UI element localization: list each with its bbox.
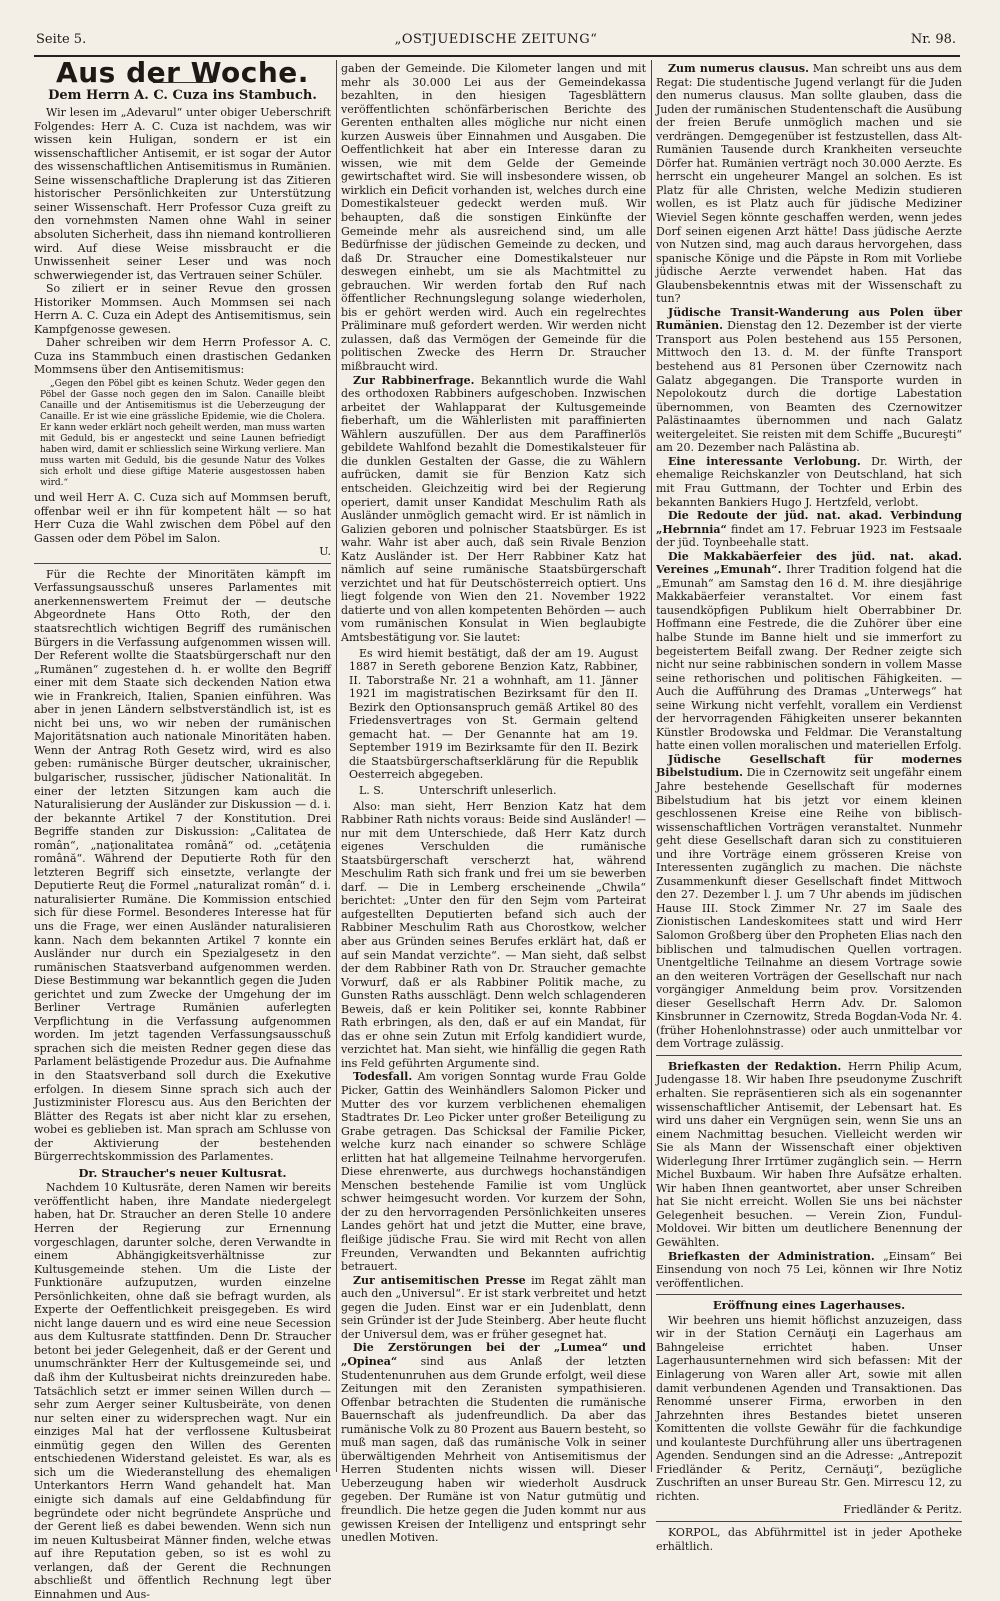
article-paragraph: Für die Rechte der Minoritäten kämpft im Verfassungsausschuß unseres Parlamentes mit anerkennenswertem Freimut der — deutsche Abgeordnete Hans Otto Roth, der den staatsrechtlich wichtigen Begriff des rumänischen Bürgers in die Verfassung aufgenommen wissen will. Der Referent wollte die Staatsbürgerschaft nur den „Rumänen“ zugestehen d. h. er wollte den Begriff einer mit dem Staate sich deckenden Nation etwa wie in Frankreich, Italien, Spanien einführen. Was aber in jenen Ländern selbstverständlich ist, ist es nicht bei uns, wo wir neben der rumänischen Majoritätsnation auch nationale Minoritäten haben. Wenn der Antrag Roth Gesetz wird, wird es also geben: rumänische Bürger deutscher, ukrainischer, bulgarischer, russischer, jüdischer Nationalität. In einer der letzten Sitzungen kam auch die Naturalisierung der Ausländer zur Diskussion — d. i. der bekannte Artikel 7 der Konstitution. Drei Begriffe standen zur Diskussion: „Calitatea de român“, „naţionalitatea română“ od. „cetăţenia română“. Während der Deputierte Roth für den letzteren Begriff sich einsetzte, verlangte der Deputierte Reuţ die Formel „naturalizat român“ d. i. naturalisierter Rumäne. Die Kommission entschied sich für diese Formel. Besonderes Interesse hat für uns die Frage, wer einen Ausländer naturalisieren kann. Nach dem bekannten Artikel 7 konnte ein Ausländer nur durch ein Spezialgesetz in den rumänischen Staatsverband aufgenommen werden. Diese Bestimmung war bekanntlich gegen die Juden gerichtet und zum Zwecke der Umgehung der im Berliner Vertrage Rumänien auferlegten Verpflichtung in die Verfassung aufgenommen worden. Im jetzt tagenden Verfassungsausschuß sprachen sich die meisten Redner gegen diese das Parlament belästigende Prozedur aus. Die Aufnahme in den Staatsverband soll durch die Exekutive erfolgen. In diesem Sinne sprach sich auch der Justizminister Florescu aus. Aus den Berichten der Blätter des Regats ist aber nicht klar zu ersehen, wobei es geblieben ist. Man sprach am Schlusse von der Aktivierung der bestehenden Bürgerrechtskommission des Parlamentes. [34,567,331,1164]
newspaper-name: „OSTJUEDISCHE ZEITUNG“ [394,32,598,47]
article-paragraph: und weil Herr A. C. Cuza sich auf Mommsen beruft, offenbar weil er ihn für kompetent hält — so hat Herr Cuza die Wahl zwischen dem Pöbel auf den Gassen oder dem Pöbel im Salon. [34,491,331,545]
seal-mark: L. S. [359,783,384,797]
article-paragraph: sind aus Anlaß der letzten Studentenunruhen aus dem Grunde erfolgt, weil diese Zeitungen mit den Zeranisten sympathisieren. Offenbar betrachten die Studenten die rumänische Bauernschaft als judenfreundlich. Da aber das rumänische Volk zu 80 Prozent aus Bauern besteht, so muß man sagen, daß das rumänische Volk in seiner überwältigenden Mehrheit von Antisemitismus der Herren Studenten nichts wissen will. Dieser Ueberzeugung haben wir wiederholt Ausdruck gegeben. Der Rumäne ist von Natur gutmütig und freundlich. Die hetze gegen die Juden kommt nur aus gewissen Kreisen der Intelligenz und entspringt sehr unedlen Motiven. [341,1354,646,1545]
article-title: Die Zerstörungen bei der „Lumea“ und „Opinea“ [341,1341,646,1368]
issue-number: Nr. 98. [910,32,956,47]
article-paragraph: Die in Czernowitz seit ungefähr einem Jahre bestehende Gesellschaft für modernes Bibelstudium hat bis jetzt vor einem kleinen geschlossenen Kreise eine Reihe von biblisch-wissenschaftlichen Vorträgen veranstaltet. Nunmehr geht diese Gesellschaft daran sich zu constituieren und ihre Vorträge einem grösseren Kreise von Interessenten zugänglich zu machen. Die nächste Zusammenkunft dieser Gesellschaft findet Mittwoch den 27. Dezember l. J. um 7 Uhr abends im jüdischen Hause III. Stock Zimmer Nr. 27 im Saale des Zionistischen Landeskomitees statt und wird Herr Salomon Großberg über den Propheten Elias nach den biblischen und talmudischen Quellen vortragen. Unentgeltliche Teilnahme an diesem Vortrage sowie an den weiteren Vorträgen der Gesellschaft nur nach vorgängiger Anmeldung beim prov. Vorsitzenden dieser Gesellschaft Herrn Adv. Dr. Salomon Kinsbrunner in Czernowitz, Streda Bogdan-Voda Nr. 4. (früher Hohenlohnstrasse) oder auch unmittelbar vor dem Vortrage zulässig. [656,766,962,1051]
article-title: Die Makkabäerfeier des jüd. nat. akad. Vereines „Emunah“. [656,549,962,577]
article-paragraph: Daher schreiben wir dem Herrn Professor A. C. Cuza ins Stammbuch einen drastischen Gedanken Mommsens über den Antisemitismus: [34,336,331,377]
article-paragraph: Also: man sieht, Herr Benzion Katz hat dem Rabbiner Rath nichts voraus: Beide sind Ausländer! — nur mit dem Unterschiede, daß Herr Katz durch eigenes Verschulden die rumänische Staatsbürgerschaft verscherzt hat, während Meschulim Rath sich frank und frei um sie bewerben darf. — Die in Lemberg erscheinende „Chwila“ berichtet: „Unter den für den Sejm vom Parteirat aufgestellten Deputierten befand sich auch der Rabbiner Meschulim Rath aus Chorostkow, welcher aber aus Gründen seines Berufes erklärt hat, daß er auf sein Mandat verzichte“. — Man sieht, daß selbst der dem Rabbiner Rath von Dr. Straucher gemachte Vorwurf, daß er als Rabbiner Politik mache, zu Gunsten Raths ausschlägt. Denn welch schlagenderen Beweis, daß er kein Politiker sei, konnte Rabbiner Rath erbringen, als den, daß er auf ein Mandat, für das er ohne sein Zutun mit Erfolg kandidiert wurde, verzichtet hat. Man sieht, wie hinfällig die gegen Rath ins Feld geführten Argumente sind. [341,799,646,1070]
article-paragraph: Bekanntlich wurde die Wahl des orthodoxen Rabbiners aufgeschoben. Inzwischen arbeitet der Wahlapparat der Kultusgemeinde fieberhaft, um die Wählerlisten mit paraffinierten Wählern auszufüllen. Der aus dem Paraffinerlös gebildete Wahlfond bezahlt die Domestikalsteuer für die dunklen Gestalten der Gasse, die zu Wählern aufrücken, damit sie für Benzion Katz sich entscheiden. Gleichzeitig wird bei der Regierung operiert, damit unser Kandidat Meschulim Rath als Ausländer unmöglich gemacht wird. Er ist nämlich in Galizien geboren und polnischer Staatsbürger. Es ist wahr. Wahr ist aber auch, daß sein Rivale Benzion Katz Ausländer ist. Der Herr Rabbiner Katz hat nämlich auf seine rumänische Staatsbürgerschaft verzichtet und hat für Deutschösterreich optiert. Uns liegt folgende von Wien den 21. November 1922 datierte und von allen kompetenten Behörden — auch vom rumänischen Konsulat in Wien beglaubigte Amtsbestätigung vor. Sie lautet: [341,373,647,644]
column-1 [34,56,331,1601]
column-divider [336,60,337,1472]
article-paragraph: Herrn Philip Acum, Judengasse 18. Wir haben Ihre pseudonyme Zuschrift erhalten. Sie repräsentieren sich als ein sogenannter wissenschaftlicher Antisemit, der Lebensart hat. Es wird uns daher ein Vergnügen sein, wenn Sie uns an einem Nachmittag besuchen. Vielleicht werden wir Sie als Mann der Wissenschaft einer objektiven Widerlegung Ihrer Irrtümer zugänglich sein. — Herrn Michel Buxbaum. Wir haben Ihre Aufsätze erhalten. Wir haben Ihnen geantwortet, aber unser Schreiben hat Sie nicht erreicht. Wollen Sie uns bei nächster Gelegenheit besuchen. — Verein Zion, Fundul-Moldovei. Wir bitten um deutlichere Benennung der Gewählten. [656,1059,963,1250]
article-paragraph: Dr. Wirth, der ehemalige Reichskanzler von Deutschland, hat sich mit Frau Guttmann, der Tochter und Erbin des bekannten Bankiers Hugo J. Hertzfeld, verlobt. [656,454,962,509]
certificate-signature [349,784,638,798]
article-paragraph: findet am 17. Februar 1923 im Festsaale der jüd. Toynbeehalle statt. [656,522,962,550]
article-title: Briefkasten der Redaktion. [668,1059,842,1073]
article-title: Briefkasten der Administration. [668,1249,875,1263]
article-paragraph: im Regat zählt man auch den „Universul“. Er ist stark verbreitet und hetzt gegen die Juden. Einst war er ein Judenblatt, denn sein Gründer ist der Jude Steinberg. Aber heute flucht der Universul dem, was er früher gesegnet hat. [341,1273,646,1341]
signature-note: Unterschrift unleserlich. [418,783,557,797]
mommsen-quote: „Gegen den Pöbel gibt es keinen Schutz. Weder gegen den Pöbel der Gasse noch gegen den im Salon. Canaille bleibt Canaille und der Antisemitismus ist die Ueberzeugung der Canaille. Er ist wie eine grässliche Epidemie, wie die Cholera. Er kann weder erklärt noch geheilt werden, man muss warten mit Geduld, bis er angesteckt und seine Launen befriedigt haben wird, damit er schliesslich seine Wirkung verliere. Man muss warten mit Geduld, bis die gesunde Natur des Volkes sich erholt und diese giftige Materie ausgestossen haben wird.“ [40,379,325,489]
article-title: Zum numerus clausus. [668,62,809,75]
section-separator [656,1294,962,1295]
certificate-text: Es wird hiemit bestätigt, daß der am 19. August 1887 in Sereth geborene Benzion Katz, Rabbiner, II. Taborstraße Nr. 21 a wohnhaft, am 11. Jänner 1921 im magistratischen Bezirksamt für den II. Bezirk den Optionsanspruch gemäß Artikel 80 des Friedensvertrages von St. Germain geltend gemacht hat. — Der Genannte hat am 19. September 1919 im Bezirksamte für den II. Bezirk die Staatsbürgerschaftserklärung für die Republik Oesterreich abgegeben. [349,646,638,782]
section-separator [656,1521,962,1522]
article-signature: U. [319,545,331,559]
article-paragraph: Am vorigen Sonntag wurde Frau Golde Picker, Gattin des Weinhändlers Salomon Picker und Mutter des vor kurzem verblichenen ehemaligen Stadtrates Dr. Leo Picker unter großer Beteiligung zu Grabe getragen. Das Schicksal der Familie Picker, welche kurz nach einander so schwere Schläge erlitten hat hat allgemeine Teilnahme hervorgerufen. Diese ehrenwerte, aus durchwegs hochanständigen Menschen bestehende Familie ist vom Unglück schwer heimgesucht worden. Vor kurzem der Sohn, der zu den hervorragenden Persönlichkeiten unseres Landes gehört hat und jetzt die Mutter, eine brave, fleißige jüdische Frau. Sie wird mit Recht von allen Freunden, Verwandten und Bekannten aufrichtig betrauert. [341,1070,646,1274]
article-title: Jüdische Gesellschaft für modernes Bibelstudium. [656,752,962,780]
section-masthead: Aus der Woche. [56,56,309,89]
article-title: Zur antisemitischen Presse [353,1273,526,1287]
article-paragraph: gaben der Gemeinde. Die Kilometer langen und mit mehr als 30.000 Lei aus der Gemeindekassa bezahlten, in den hiesigen Tagesblättern veröffentlichten schönfärberischen Berichte des Gerenten enthalten alles mögliche nur nicht einen kurzen Ausweis über Einnahmen und Ausgaben. Die Oeffentlichkeit hat aber ein Interesse daran zu wissen, wie mit dem Gelde der Gemeinde gewirtschaftet wird. Sie will insbesondere wissen, ob wirklich ein Deficit vorhanden ist, welches durch eine Domestikalsteuer gedeckt werden muß. Wir behaupten, daß die sonstigen Einkünfte der Gemeinde mehr als ausreichend sind, um alle Bedürfnisse der jüdischen Gemeinde zu decken, und daß Dr. Straucher eine Domestikalsteuer nur deswegen einhebt, um sie als Machtmittel zu gebrauchen. Wir werden fortab den Ruf nach öffentlicher Rechnungslegung solange wiederholen, bis er gehört werden wird. Auch ein regelrechtes Präliminare muß gefordert werden. Wir werden nicht zulassen, daß das Vermögen der Gemeinde für die politischen Zwecke des Herrn Dr. Straucher mißbraucht wird. [341,62,646,374]
article-separator [34,563,331,564]
page-number: Seite 5. [36,32,87,47]
article-title: Todesfall. [353,1070,413,1084]
section-separator [656,1055,962,1056]
article-title: Die Redoute der jüd. nat. akad. Verbindung „Hebrnnia“ [656,509,962,536]
ad-paragraph: KORPOL, das Abführmittel ist in jeder Apotheke erhältlich. [656,1525,962,1553]
column-3 [656,62,963,1553]
page-header [36,32,956,54]
column-2 [341,62,647,1545]
article-title: Dem Herrn A. C. Cuza ins Stambuch. [48,87,317,103]
article-paragraph: „Einsam“ Bei Einsendung von noch 75 Lei, können wir Ihre Notiz veröffentlichen. [656,1249,963,1290]
ad-paragraph: Wir beehren uns hiemit höflichst anzuzeigen, dass wir in der Station Cernăuţi ein Lagerhaus am Bahngeleise errichtet haben. Unser Lagerhausunternehmen wird sich befassen: Mit der Einlagerung von Waren aller Art, sowie mit allen damit verbundenen Agenden und Transaktionen. Das Renommé unserer Firma, erworben in den Jahrzehnten ihres Bestandes bietet unseren Komittenten die vollste Gewähr für die fachkundige und koulanteste Durchführung aller uns übertragenen Agenden. Sendungen sind an die Adresse: „Antrepozit Friedländer & Peritz, Cernăuţi“, bezügliche Zuschriften an unser Bureau Str. Gen. Mirrescu 12, zu richten. [656,1313,962,1503]
column-divider [651,60,652,1472]
article-title: Zur Rabbinerfrage. [353,373,475,387]
article-paragraph: Dienstag den 12. Dezember ist der vierte Transport aus Polen bestehend aus 155 Personen, Mittwoch den 13. d. M. der fünfte Transport bestehend aus 81 Personen über Czernowitz nach Galatz abgegangen. Die Transporte wurden in Nepolokoutz durch die dortige Labestation übernommen, von Beamten des Czernowitzer Palästinaamtes übernommen und nach Galatz weitergeleitet. Sie reisten mit dem Schiffe „Bucureşti“ am 20. Dezember nach Palästina ab. [656,319,963,455]
article-title: Jüdische Transit-Wanderung aus Polen über Rumänien. [656,305,962,333]
article-paragraph: Man schreibt uns aus dem Regat: Die studentische Jugend verlangt für die Juden den numerus clausus. Man sollte glauben, dass die Juden der rumänischen Studentenschaft die Ausübung der freien Berufe unmöglich machen und sie verdrängen. Demgegenüber ist festzustellen, dass Alt-Rumänien Tausende durch Krankheiten verseuchte Dörfer hat. Rumänien verträgt noch 30.000 Aerzte. Es herrscht ein ungeheurer Mangel an solchen. Es ist Platz für alle Christen, welche Medizin studieren wollen, es ist Platz auch für jüdische Mediziner Wieviel Segen könnte geschaffen werden, wenn jedes Dorf seinen eigenen Arzt hätte! Dass jüdische Aerzte von Nutzen sind, mag auch daraus hervorgehen, dass spanische Könige und die Päpste in Rom mit Vorliebe jüdische Aerzte verwendet haben. Hat das Glaubensbekenntnis etwas mit der Wissenschaft zu tun? [656,62,962,306]
article-paragraph: So ziliert er in seiner Revue den grossen Historiker Mommsen. Auch Mommsen sei nach Herrn A. C. Cuza ein Adept des Antisemitismus, sein Kampfgenosse gewesen. [34,282,331,336]
article-title: Dr. Straucher's neuer Kultusrat. [78,1165,287,1180]
ad-title: Eröffnung eines Lagerhauses. [712,1298,906,1313]
article-paragraph: Wir lesen im „Adevarul“ unter obiger Ueberschrift Folgendes: Herr A. C. Cuza ist nachdem, was wir wissen kein Huligan, sondern er ist ein wissenschaftlicher Antisemit, er ist sogar der Autor des wissenschaftlichen Antisemitismus in Rumänien. Seine wissenschaftliche Draplerung ist das Zitieren historischer Persönlichkeiten zur Unterstützung seiner Wissenschaft. Herr Professor Cuza greift zu den vornehmsten Namen ohne Wahl in seiner absoluten Sicherheit, dass ihn niemand kontrollieren wird. Auf diese Weise missbraucht er die Unwissenheit seiner Leser und was noch schwerwiegender ist, das Vertrauen seiner Schüler. [34,106,331,282]
article-title: Eine interessante Verlobung. [668,454,861,468]
article-paragraph: Ihrer Tradition folgend hat die „Emunah“ am Samstag den 16 d. M. ihre diesjährige Makkabäerfeier veranstaltet. Vor einem fast tausendköpfigen Publikum hielt Oberrabbiner Dr. Hoffmann eine Festrede, die die Zuhörer über eine halbe Stunde im Banne hielt und sie immerfort zu begeistertem Beifall zwang. Der Redner zeigte sich nicht nur seine rabbinischen sondern in vollem Masse seine rethorischen und politischen Fähigkeiten. — Auch die Aufführung des Dramas „Unterwegs“ hat seine Wirkung nicht verfehlt, vorallem ein Verdienst der hervorragenden Fähigkeiten unserer bekannten Künstler Brodowska und Feldmar. Die Veranstaltung hatte einen vollen moralischen und materiellen Erfolg. [656,563,962,753]
article-paragraph: Nachdem 10 Kultusräte, deren Namen wir bereits veröffentlicht haben, ihre Mandate niedergelegt haben, hat Dr. Straucher an deren Stelle 10 andere Herren der Regierung zur Ernennung vorgeschlagen, darunter solche, deren Verwandte in einem Abhängigkeitsverhältnisse zur Kultusgemeinde stehen. Um die Liste der Funktionäre aufzuputzen, wurden einzelne Persönlichkeiten, ohne daß sie befragt wurden, als Experte der Oeffentlichkeit preisgegeben. Es wird nicht lange dauern und es wird eine neue Secession aus dem Kultusrate stattfinden. Denn Dr. Straucher betont bei jeder Gelegenheit, daß er der Gerent und unumschränkter Herr der Kultusgemeinde sei, und daß ihm der Kultusbeirat nichts dreinzureden habe. Tatsächlich setzt er immer seinen Willen durch — sehr zum Aerger seiner Kultusbeiräte, von denen nur selten einer zu widersprechen wagt. Nur ein einziges Mal hat der verflossene Kultusbeirat einmütig gegen den Willen des Gerenten entschiedenen Widerstand geleistet. Es war, als es sich um die Wiederanstellung des ehemaligen Unterkantors Herrn Wand gehandelt hat. Man einigte sich damals auf eine Geldabfindung für begründete oder nicht begründete Ansprüche und der Gerent ließ es dabei bewenden. Wenn sich nun im neuen Kultusbeirat Männer finden, welche etwas auf ihre Reputation geben, so ist es wohl zu verlangen, daß der Gerent die Rechnungen abschließt und öffentlich Rechnung legt über Einnahmen und Aus- [34,1181,331,1601]
ad-signature: Friedländer & Peritz. [843,1503,962,1517]
